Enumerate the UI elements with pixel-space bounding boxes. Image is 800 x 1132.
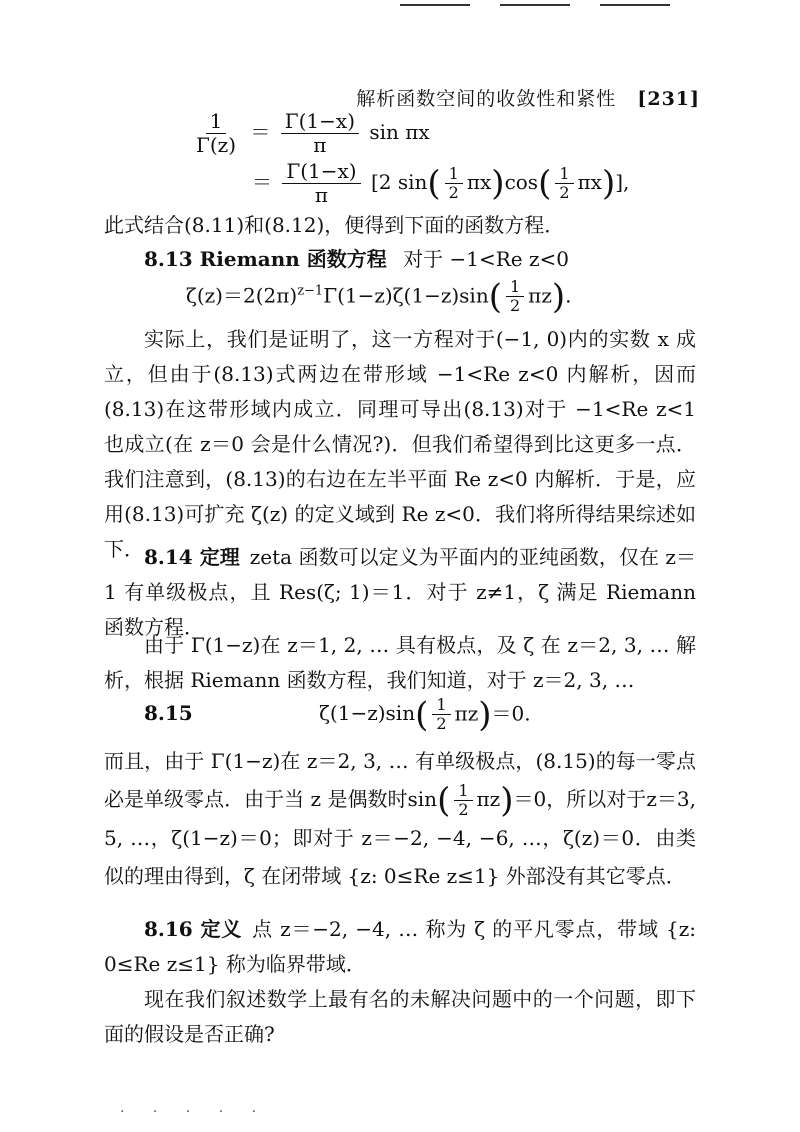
rhs-tail: sin πx	[369, 120, 430, 144]
equation-8-13: $\zeta(z)=2(2\pi)^{z-1}\Gamma(1-z)\zeta(1-z)\sin$( $\frac{1}{2}$ πz).	[186, 276, 572, 317]
definition-8-16: 8.16 定义 点 z＝−2, −4, … 称为 ζ 的平凡零点，带域 {z: 0≤Re z≤1} 称为临界带域．	[104, 917, 696, 976]
theorem-8-14: 8.14 定理 zeta 函数可以定义为平面内的亚纯函数，仅在 z＝1 有单级极点，且 Res(ζ; 1)＝1．对于 z≠1，ζ 满足 Riemann 函数方程．	[104, 545, 696, 639]
paragraph-extension: 实际上，我们是证明了，这一方程对于(−1, 0)内的实数 x 成立，但由于(8.13)式两边在带形域 −1<Re z<0 内解析，因而(8.13)在这带形域内成立．同理可导出(8.13)对于 −1<Re z<1 也成立(在 z＝0 会是什么情况?)．但我们希望得到比这更多一点．我们注意到，(8.13)的右边在左半平面 Re z<0 内解析．于是，应用(8.13)可扩充 ζ(z) 的定义域到 Re z<0．我们将所得结果综述如下．	[104, 327, 696, 561]
scan-rule-3	[600, 4, 670, 6]
coef-fraction: $\frac{\Gamma(1-x)}{\pi}$	[282, 160, 360, 207]
equation-reflection-line2: ＝ $\frac{\Gamma(1-x)}{\pi}$ [2 sin( $\frac{1}{2}$ πx)cos( $\frac{1}{2}$ πx)],	[252, 159, 630, 207]
paragraph-poles: 由于 Γ(1−z)在 z＝1, 2, … 具有极点，及 ζ 在 z＝2, 3, … 解析，根据 Riemann 函数方程，我们知道，对于 z＝2, 3, …	[104, 633, 696, 692]
paragraph-combine: 此式结合(8.11)和(8.12)，便得到下面的函数方程．	[104, 213, 565, 237]
page-number: [231]	[637, 88, 700, 110]
paragraph-simple-zeros: 而且，由于 Γ(1−z)在 z＝2, 3, … 有单级极点，(8.15)的每一零点必是单级零点．由于当 z 是偶数时sin( $\frac{1}{2}$ πz)＝0，所以对于z＝3, 5, …，ζ(1−z)＝0；即对于 z＝−2, −4, −6, …，ζ(z)＝0．由类似的理由得到，ζ 在闭带域 {z: 0≤Re z≤1} 外部没有其它零点．	[104, 749, 696, 889]
equation-reflection-line1: $\frac{1}{\Gamma(z)}$ ＝ $\frac{\Gamma(1-x)}{\pi}$ sin πx	[188, 110, 430, 157]
paragraph-hypothesis: 现在我们叙述数学上最有名的未解决问题中的一个问题，即下面的假设是否正确?	[104, 987, 696, 1046]
rhs-fraction: $\frac{\Gamma(1-x)}{\pi}$	[281, 110, 359, 157]
running-header	[356, 84, 700, 111]
scan-rule-1	[400, 4, 470, 6]
section-8-13-heading: 8.13 Riemann 函数方程 对于 −1<Re z<0	[144, 247, 570, 271]
scan-dots: · · · · ·	[120, 1104, 269, 1120]
running-title: 解析函数空间的收敛性和紧性	[356, 88, 617, 110]
equation-8-15-line: 8.15 ζ(1−z)sin( $\frac{1}{2}$ πz)＝0.	[144, 694, 531, 735]
lhs-fraction: $\frac{1}{\Gamma(z)}$	[196, 109, 237, 157]
scan-rule-2	[500, 4, 570, 6]
